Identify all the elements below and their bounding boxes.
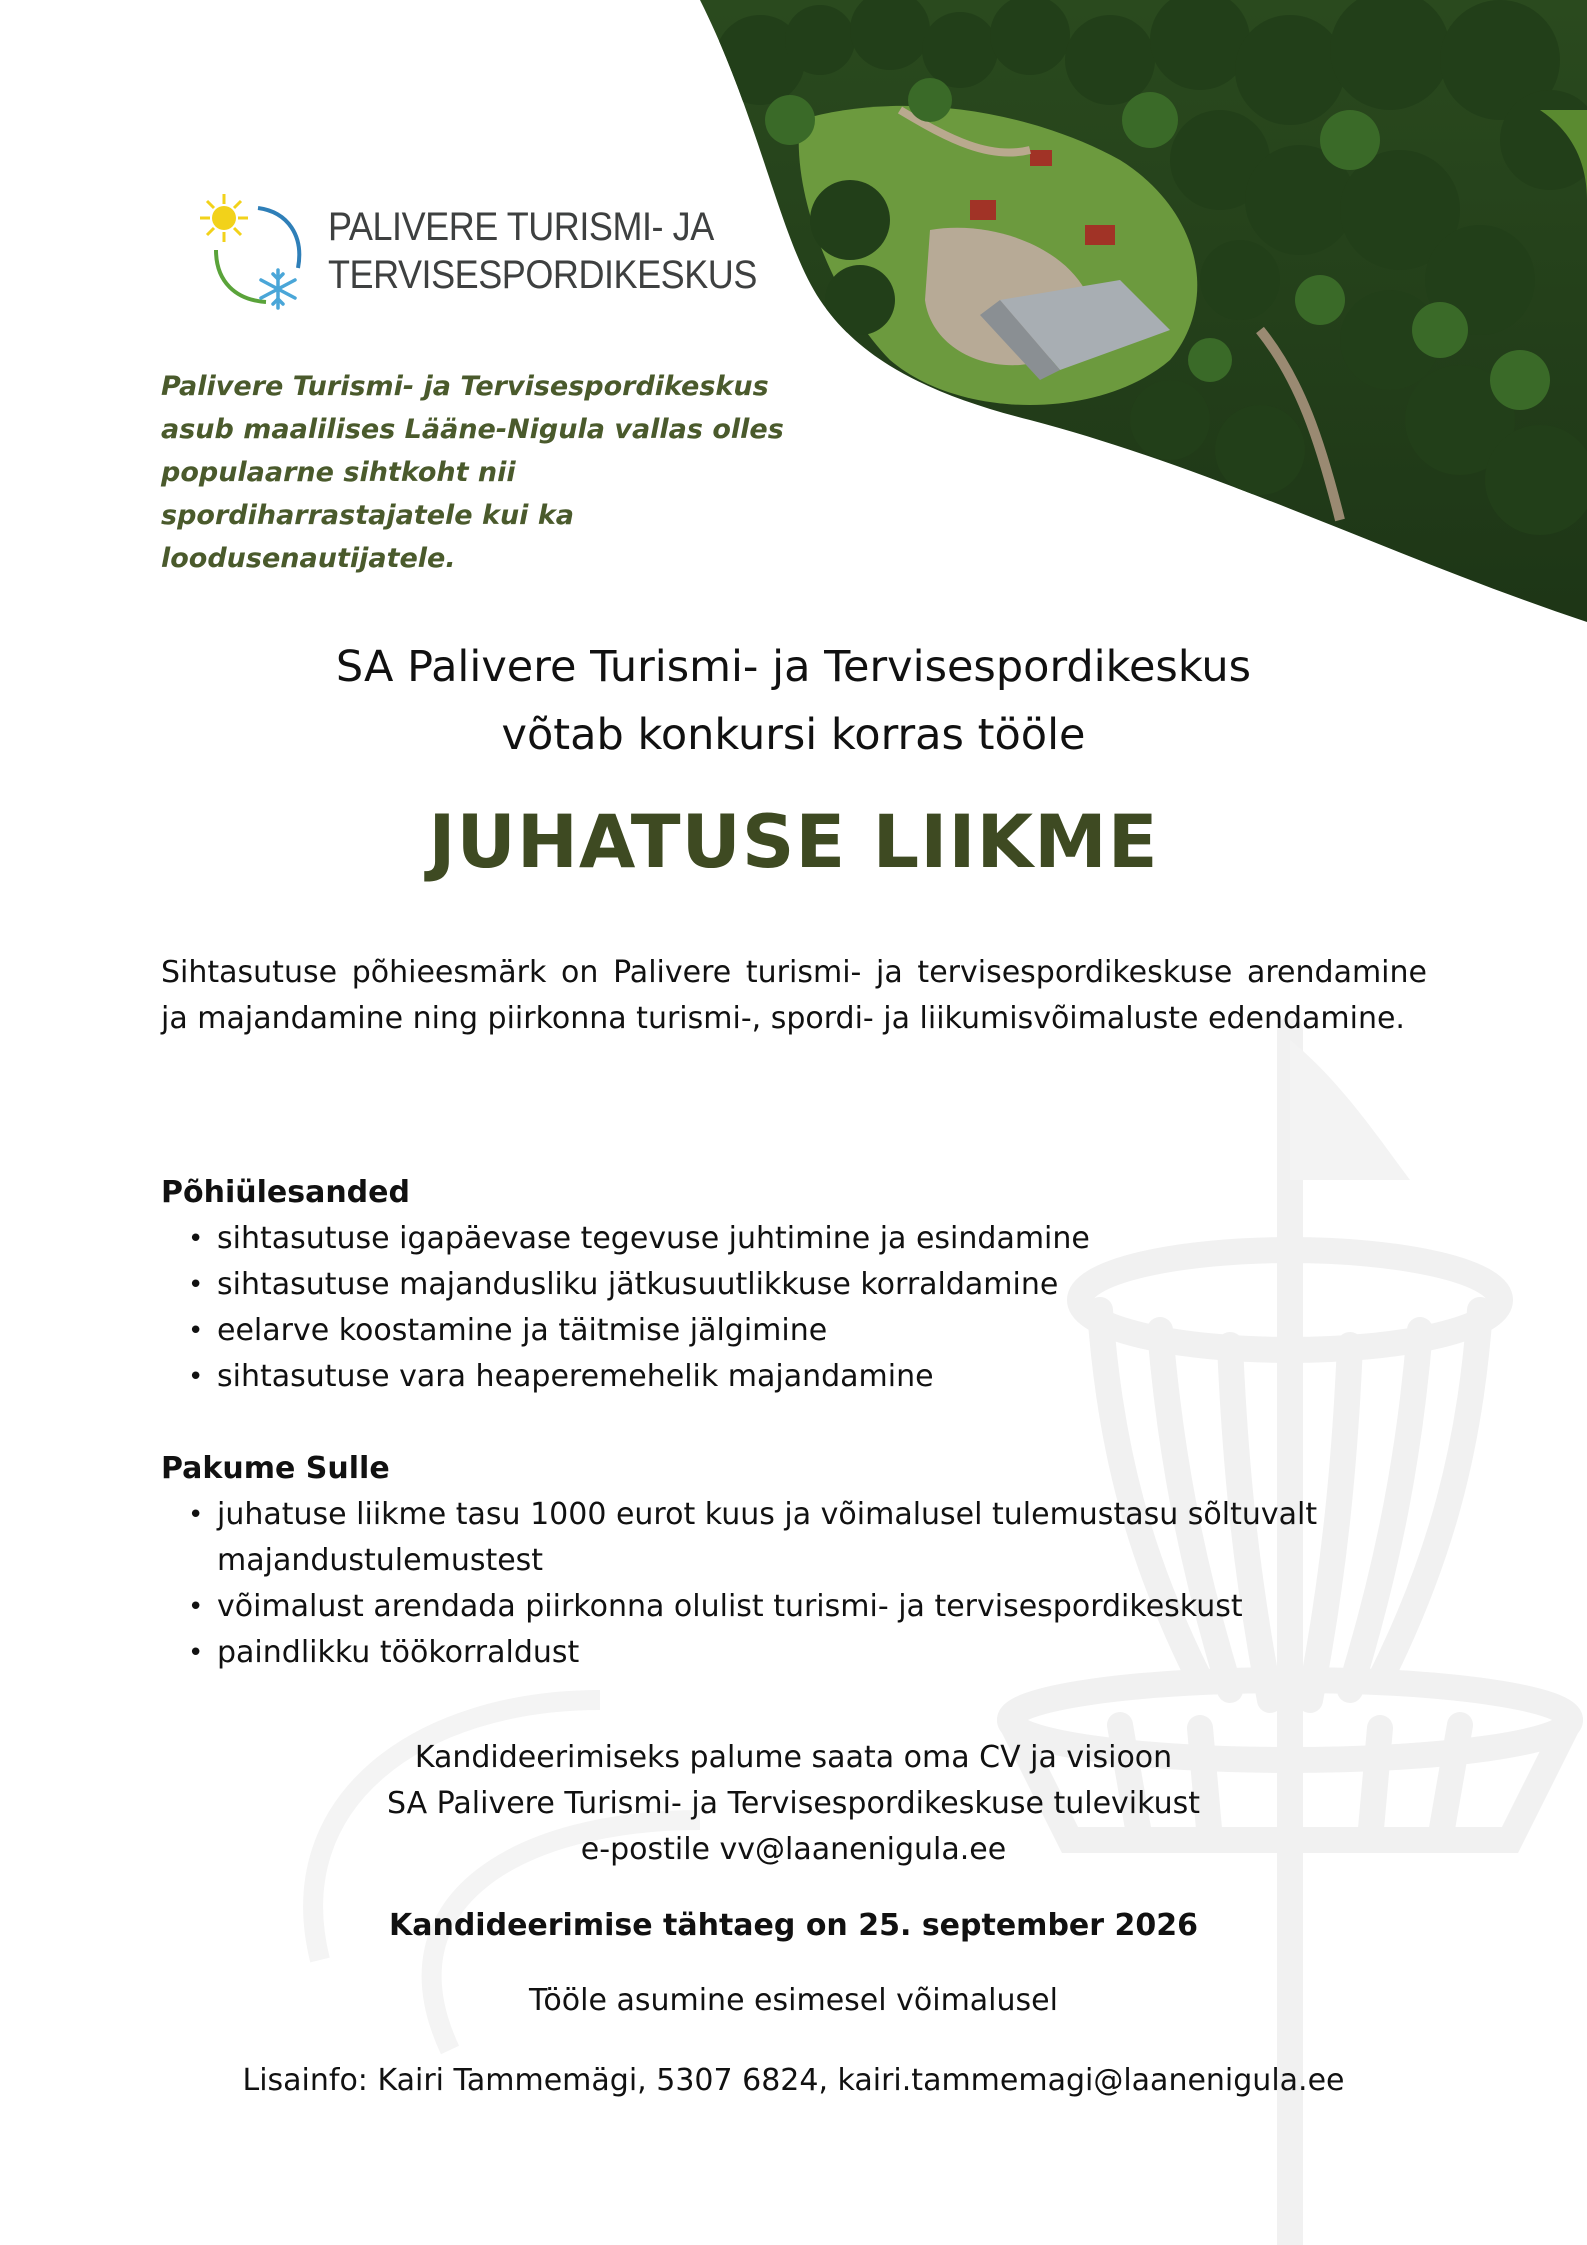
logo-line-2: TERVISESPORDIKESKUS	[328, 253, 757, 297]
tasks-title: Põhiülesanded	[161, 1175, 410, 1210]
apply-instruction-detail: SA Palivere Turismi- ja Tervisespordikeskuse tulevikust	[387, 1786, 1200, 1821]
list-item-text: paindlikku töökorraldust	[217, 1635, 580, 1670]
list-item-text: võimalust arendada piirkonna olulist turismi- ja tervisespordikeskust	[217, 1589, 1243, 1624]
position-title: JUHATUSE LIIKME	[428, 800, 1159, 885]
hiring-line: võtab konkursi korras tööle	[501, 710, 1086, 760]
offer-section	[161, 1446, 1461, 1676]
list-item	[161, 1262, 1461, 1308]
aerial-photo	[700, 0, 1587, 640]
list-item-text: eelarve koostamine ja täitmise jälgimine	[217, 1313, 828, 1348]
purpose-paragraph: Sihtasutuse põhieesmärk on Palivere turismi- ja tervisespordikeskuse arendamine ja majandamine ning piirkonna turismi-, spordi- ja liikumisvõimaluste edendamine.	[161, 955, 1427, 1036]
intro-text: Palivere Turismi- ja Tervisespordikeskus asub maalilises Lääne-Nigula vallas olles populaarne sihtkoht nii spordiharrastajatele kui ka loodusenautijatele.	[161, 371, 784, 574]
organization-line: SA Palivere Turismi- ja Tervisespordikeskus	[335, 642, 1252, 692]
list-item-text: sihtasutuse igapäevase tegevuse juhtimine ja esindamine	[217, 1221, 1090, 1256]
offer-title: Pakume Sulle	[161, 1451, 390, 1486]
logo	[196, 190, 805, 312]
sun-snowflake-logo-icon	[196, 190, 306, 312]
deadline: Kandideerimise tähtaeg on 25. september 2026	[388, 1908, 1199, 1943]
list-item-text: sihtasutuse majandusliku jätkusuutlikkuse korraldamine	[217, 1267, 1059, 1302]
list-item	[161, 1492, 1357, 1584]
list-item	[161, 1630, 1461, 1676]
bullet-icon: •	[188, 1362, 204, 1392]
bullet-icon: •	[188, 1592, 204, 1622]
tasks-list	[161, 1216, 1461, 1400]
bullet-icon: •	[188, 1270, 204, 1300]
start-date: Tööle asumine esimesel võimalusel	[529, 1983, 1058, 2018]
offer-list	[161, 1492, 1461, 1676]
bullet-icon: •	[188, 1224, 204, 1254]
list-item-text: juhatuse liikme tasu 1000 eurot kuus ja võimalusel tulemustasu sõltuvalt majandustulemustest	[217, 1497, 1318, 1578]
list-item-text: sihtasutuse vara heaperemehelik majandamine	[217, 1359, 934, 1394]
bullet-icon: •	[188, 1500, 204, 1530]
contact-info: Lisainfo: Kairi Tammemägi, 5307 6824, kairi.tammemagi@laanenigula.ee	[242, 2063, 1345, 2098]
apply-email: e-postile vv@laanenigula.ee	[580, 1832, 1007, 1867]
list-item	[161, 1584, 1461, 1630]
list-item	[161, 1308, 1461, 1354]
list-item	[161, 1216, 1461, 1262]
bullet-icon: •	[188, 1638, 204, 1668]
snowflake-icon	[261, 270, 295, 308]
list-item	[161, 1354, 1461, 1400]
tasks-section	[161, 1170, 1461, 1400]
bullet-icon: •	[188, 1316, 204, 1346]
apply-instruction: Kandideerimiseks palume saata oma CV ja visioon	[414, 1740, 1173, 1775]
logo-line-1: PALIVERE TURISMI- JA	[328, 205, 714, 249]
logo-wordmark	[328, 203, 757, 299]
